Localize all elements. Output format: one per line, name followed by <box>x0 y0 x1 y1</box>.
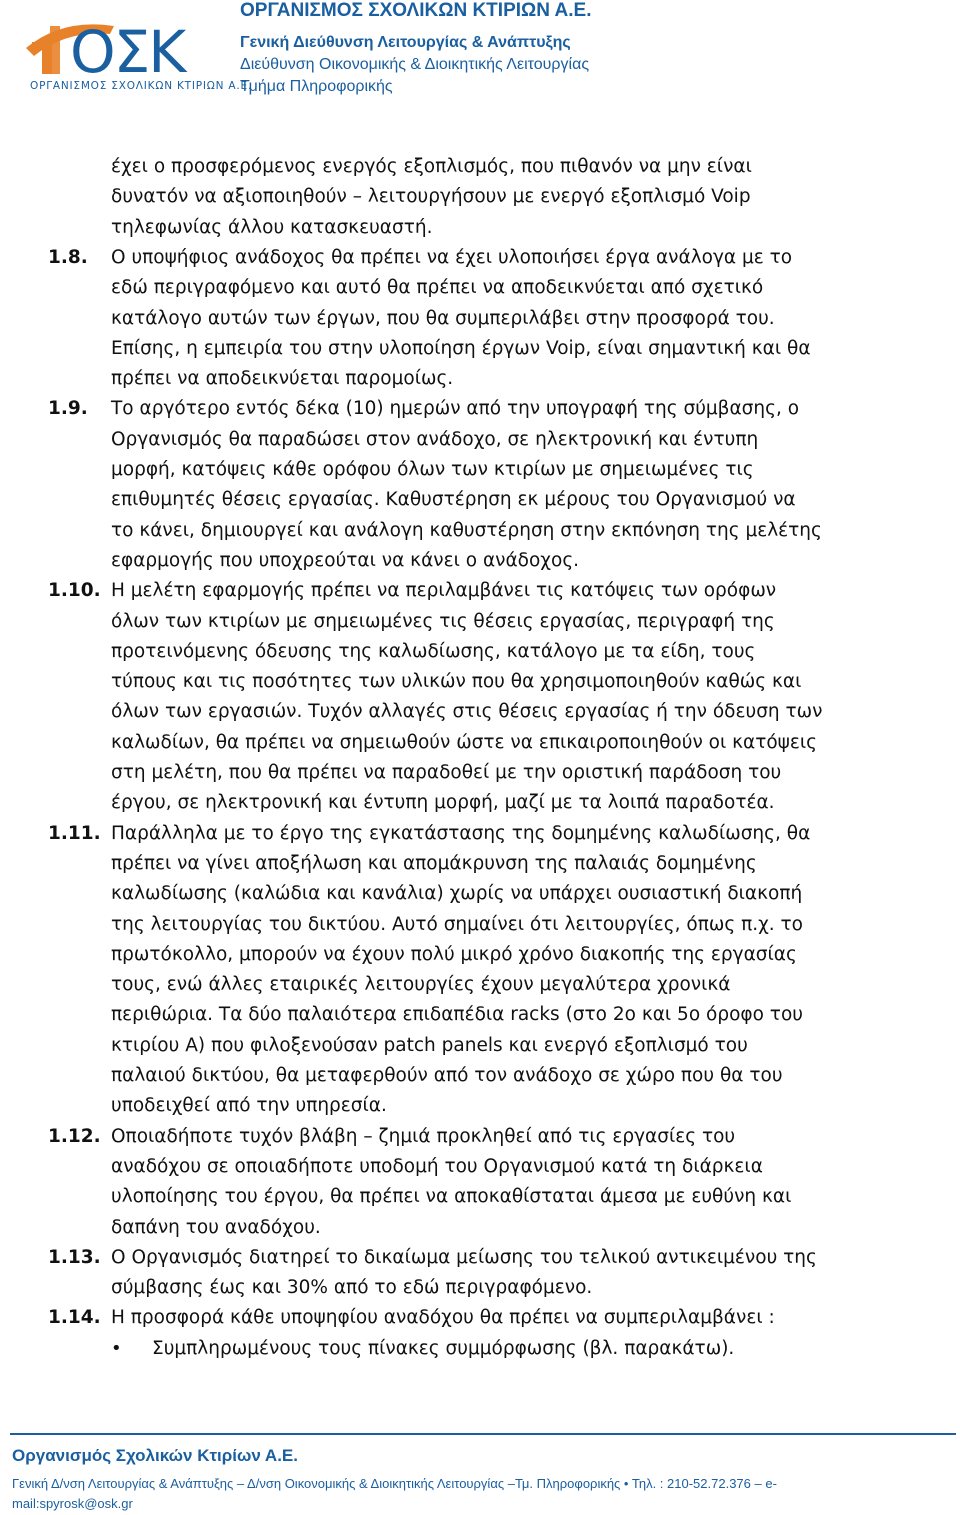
footer-contact: Γενική Δ/νση Λειτουργίας & Ανάπτυξης – Δ/νση Οικονομικής & Διοικητικής Λειτουργίας –Τμ. Πληροφορικής • Τηλ. : 210-52.72.376 – e-mail:spyrosk@osk.gr <box>12 1476 777 1511</box>
text-line: υποδειχθεί από την υπηρεσία. <box>111 1095 387 1117</box>
header-general-directorate: Γενική Διεύθυνση Λειτουργίας & Ανάπτυξης <box>240 34 571 51</box>
text-line: Ο Οργανισμός διατηρεί το δικαίωμα μείωσης του τελικού αντικειμένου της <box>111 1246 817 1268</box>
text-line: μορφή, κατόψεις κάθε ορόφου όλων των κτιρίων με σημειωμένες τις <box>111 459 754 480</box>
item-number: 1.9. <box>48 398 88 420</box>
bullet-text: Συμπληρωμένους τους πίνακες συμμόρφωσης (βλ. παρακάτω). <box>152 1337 735 1359</box>
text-line: δυνατόν να αξιοποιηθούν – λειτουργήσουν με ενεργό εξοπλισμό Voip <box>111 186 751 208</box>
text-line: περιθώρια. Τα δύο παλαιότερα επιδαπέδια racks (στο 2ο και 5ο όροφο του <box>111 1004 803 1026</box>
text-line: δαπάνη του αναδόχου. <box>111 1216 321 1238</box>
footer-divider <box>10 1433 956 1435</box>
text-line: έργου, σε ηλεκτρονική και έντυπη μορφή, μαζί με τα λοιπά παραδοτέα. <box>111 792 775 814</box>
text-line: υλοποίησης του έργου, θα πρέπει να αποκαθίσταται άμεσα με ευθύνη και <box>111 1186 792 1208</box>
bullet-icon: • <box>111 1337 122 1359</box>
text-line: τύπους και τις ποσότητες των υλικών που θα χρησιμοποιηθούν καθώς και <box>111 671 802 693</box>
text-line: Οργανισμός θα παραδώσει στον ανάδοχο, σε ηλεκτρονική και έντυπη <box>111 428 759 450</box>
text-line: όλων των κτιρίων με σημειωμένες τις θέσεις εργασίας, περιγραφή της <box>111 610 775 632</box>
text-line: προτεινόμενης όδευσης της καλωδίωσης, κατάλογο με τα είδη, τους <box>111 640 756 662</box>
text-line: Επίσης, η εμπειρία του στην υλοποίηση έργων Voip, είναι σημαντική και θα <box>111 337 811 359</box>
footer-title: Οργανισμός Σχολικών Κτιρίων Α.Ε. <box>12 1446 298 1465</box>
header-department: Τμήμα Πληροφορικής <box>240 78 393 95</box>
text-line: κτιρίου Α) που φιλοξενούσαν patch panels και ενεργό εξοπλισμό του <box>111 1034 748 1056</box>
item-number: 1.8. <box>48 246 88 268</box>
item-number: 1.12. <box>48 1125 101 1147</box>
text-line: Το αργότερο εντός δέκα (10) ημερών από την υπογραφή της σύμβασης, ο <box>111 398 800 420</box>
header-directorate: Διεύθυνση Οικονομικής & Διοικητικής Λειτουργίας <box>240 56 590 73</box>
text-line: στη μελέτη, που θα πρέπει να παραδοθεί με την οριστική παράδοση του <box>111 762 782 783</box>
text-line: Οποιαδήποτε τυχόν βλάβη – ζημιά προκληθεί από τις εργασίες του <box>111 1125 736 1147</box>
header-org-title: ΟΡΓΑΝΙΣΜΟΣ ΣΧΟΛΙΚΩΝ ΚΤΙΡΙΩΝ Α.Ε. <box>240 0 592 21</box>
item-number: 1.13. <box>48 1246 101 1268</box>
text-line: κατάλογο αυτών των έργων, που θα συμπεριλάβει στην προσφορά του. <box>111 307 775 329</box>
text-line: πρέπει να αποδεικνύεται παρομοίως. <box>111 368 454 390</box>
text-line: Η προσφορά κάθε υποψηφίου αναδόχου θα πρέπει να συμπεριλαμβάνει : <box>111 1307 775 1329</box>
text-line: τους, ενώ άλλες εταιρικές λειτουργίες έχουν μεγαλύτερα χρονικά <box>111 974 731 996</box>
text-line: όλων των εργασιών. Τυχόν αλλαγές στις θέσεις εργασίας ή την όδευση των <box>111 701 823 723</box>
text-line: παλαιού δικτύου, θα μεταφερθούν από τον ανάδοχο σε χώρο που θα του <box>111 1065 783 1086</box>
text-line: τηλεφωνίας άλλου κατασκευαστή. <box>111 216 433 238</box>
text-line: εφαρμογής που υποχρεούται να κάνει ο ανάδοχος. <box>111 549 580 571</box>
text-line: Η μελέτη εφαρμογής πρέπει να περιλαμβάνει τις κατόψεις των ορόφων <box>111 580 777 602</box>
text-line: πρέπει να γίνει αποξήλωση και απομάκρυνση της παλαιάς δομημένης <box>111 852 757 874</box>
text-line: της λειτουργίας του δικτύου. Αυτό σημαίνει ότι λειτουργίες, όπως π.χ. το <box>111 913 803 935</box>
page-header <box>0 0 960 100</box>
item-number: 1.11. <box>48 822 101 844</box>
text-line: σύμβασης έως και 30% από το εδώ περιγραφόμενο. <box>111 1277 593 1299</box>
logo-letters: ΟΣΚ <box>70 18 185 86</box>
text-line: πρωτόκολλο, μπορούν να έχουν πολύ μικρό χρόνο διακοπής της εργασίας <box>111 943 797 965</box>
text-line: Παράλληλα με το έργο της εγκατάστασης της δομημένης καλωδίωσης, θα <box>111 822 811 844</box>
text-line: καλωδίωσης (καλώδια και κανάλια) χωρίς να υπάρχει ουσιαστική διακοπή <box>111 883 803 905</box>
logo-caption: ΟΡΓΑΝΙΣΜΟΣ ΣΧΟΛΙΚΩΝ ΚΤΙΡΙΩΝ Α.Ε. <box>30 80 253 92</box>
text-line: εδώ περιγραφόμενο και αυτό θα πρέπει να αποδεικνύεται από σχετικό <box>111 277 764 299</box>
text-line: καλωδίων, θα πρέπει να σημειωθούν ώστε να επικαιροποιηθούν οι κατόψεις <box>111 731 817 753</box>
item-number: 1.10. <box>48 580 101 602</box>
text-line: επιθυμητές θέσεις εργασίας. Καθυστέρηση εκ μέρους του Οργανισμού να <box>111 489 796 511</box>
text-line: Ο υποψήφιος ανάδοχος θα πρέπει να έχει υλοποιήσει έργα ανάλογα με το <box>111 246 793 268</box>
text-line: αναδόχου σε οποιαδήποτε υποδομή του Οργανισμού κατά τη διάρκεια <box>111 1155 763 1177</box>
item-number: 1.14. <box>48 1307 101 1329</box>
text-line: έχει ο προσφερόμενος ενεργός εξοπλισμός, που πιθανόν να μην είναι <box>111 156 752 177</box>
text-line: το κάνει, δημιουργεί και ανάλογη καθυστέρηση στην εκπόνηση της μελέτης <box>111 519 822 541</box>
